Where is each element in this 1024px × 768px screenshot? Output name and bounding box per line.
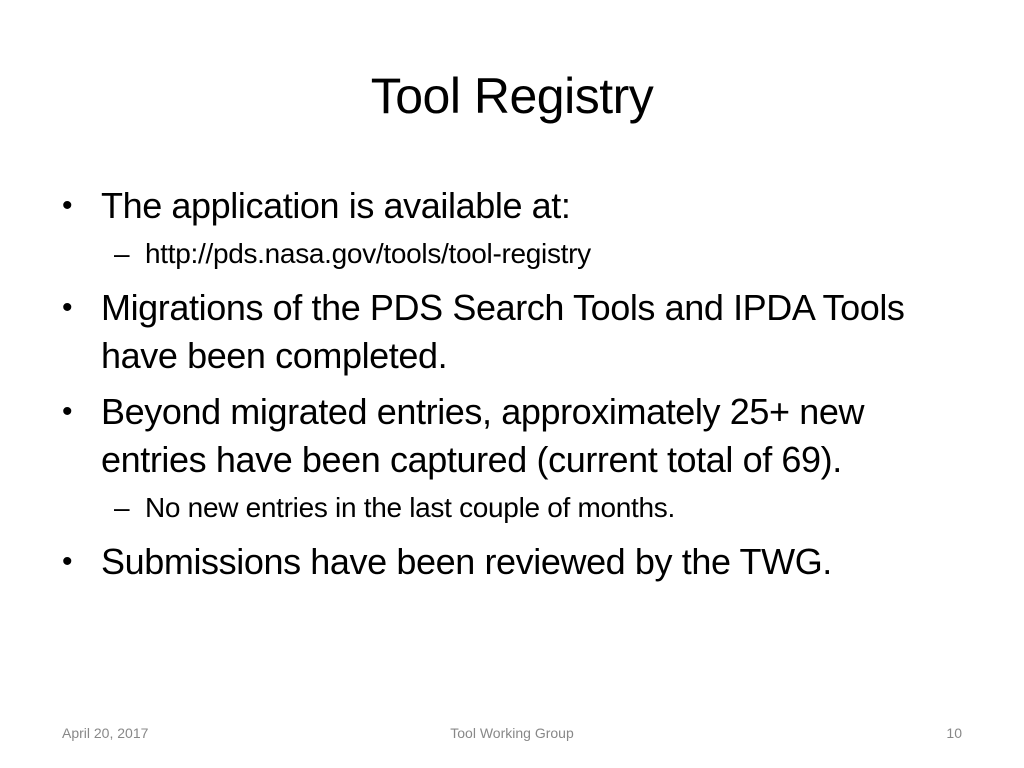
footer-date: April 20, 2017 [62,725,149,741]
slide-title: Tool Registry [370,68,654,124]
bullet-icon: • [62,291,73,324]
bullet-icon: • [62,395,73,428]
sub-bullet-item [60,234,970,274]
dash-icon: – [114,238,130,269]
bullet-text: Beyond migrated entries, approximately 25+ new entries have been captured (current total of 69). [101,391,865,480]
footer-page-number: 10 [946,725,962,741]
bullet-item [60,182,970,230]
bullet-icon: • [62,189,73,222]
sub-bullet-item [60,488,970,528]
registry-url-link[interactable]: http://pds.nasa.gov/tools/tool-registry [145,238,591,269]
footer-group: Tool Working Group [450,725,574,741]
bullet-item [60,388,970,484]
bullet-item [60,538,970,586]
slide-body [60,182,970,594]
bullet-text: Migrations of the PDS Search Tools and IPDA Tools have been completed. [101,287,905,376]
bullet-text: The application is available at: [101,185,571,226]
bullet-icon: • [62,545,73,578]
bullet-text: Submissions have been reviewed by the TWG. [101,541,832,582]
sub-bullet-text: No new entries in the last couple of months. [145,492,675,523]
bullet-item [60,284,970,380]
dash-icon: – [114,492,130,523]
